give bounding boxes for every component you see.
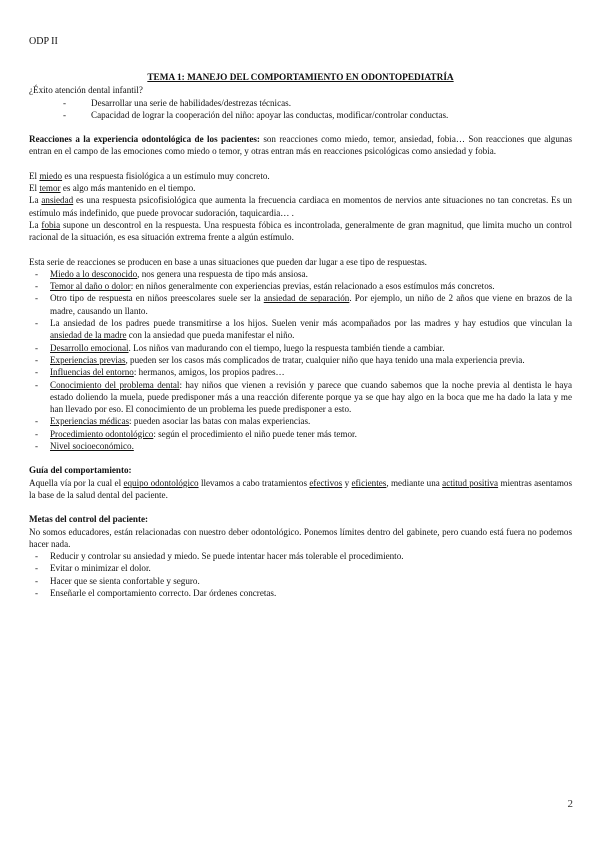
ansiedad-definition: La ansiedad es una respuesta psicofisiológica que aumenta la frecuencia cardiaca en momentos de nervios ante situaciones no tan concretas. Es un estímulo más indefinido, que puede provocar sudoración, taquicardia… . bbox=[29, 195, 572, 218]
list-item: - Hacer que se sienta confortable y seguro. bbox=[29, 575, 572, 587]
list-item: - Evitar o minimizar el dolor. bbox=[29, 562, 572, 574]
fobia-definition: La fobia supone un descontrol en la respuesta. Una respuesta fóbica es incontrolada, generalmente de gran magnitud, que limita mucho un control racional de la situación, es esa situación extrema frente a algún estímulo. bbox=[29, 219, 572, 243]
guia-heading: Guía del comportamiento: bbox=[29, 465, 132, 476]
list-item: - Procedimiento odontológico: según el procedimiento el niño puede tener más temor. bbox=[29, 428, 572, 440]
page-number: 2 bbox=[567, 798, 573, 810]
list-item: - Reducir y controlar su ansiedad y miedo. Se puede intentar hacer más tolerable el procedimiento. bbox=[29, 550, 572, 562]
list-item: - Conocimiento del problema dental: hay niños que vienen a revisión y parece que cuando sabemos que la noche previa al dentista le haya estado doliendo la muela, puede predisponer más a una reacción diferente porque ya se que hay algo en la boca que me ha dado la lata y me han llevado por eso. El conocimiento de un problema les puede predisponer a esto. bbox=[29, 379, 572, 416]
page-title: TEMA 1: MANEJO DEL COMPORTAMIENTO EN ODONTOPEDIATRÍA bbox=[147, 73, 454, 83]
list-item: - La ansiedad de los padres puede transmitirse a los hijos. Suelen venir más acompañados por las madres y hay estudios que vinculan la ansiedad de la madre con la ansiedad que pueda manifestar el niño. bbox=[29, 317, 572, 342]
metas-list bbox=[29, 550, 572, 599]
page-header: ODP II bbox=[29, 36, 58, 47]
list-item: - Experiencias previas, pueden ser los casos más complicados de tratar, cualquier niño que haya tenido una mala experiencia previa. bbox=[29, 354, 572, 366]
reacciones-paragraph: Reacciones a la experiencia odontológica de los pacientes: son reacciones como miedo, temor, ansiedad, fobia… Son reacciones que algunas entran en el campo de las emociones como miedo o temor, y otras entran más en reacciones psicológicas como ansiedad y fobia. bbox=[29, 134, 572, 157]
list-item: - Influencias del entorno: hermanos, amigos, los propios padres… bbox=[29, 366, 572, 378]
list-item: - Miedo a lo desconocido, nos genera una respuesta de tipo más ansiosa. bbox=[29, 268, 572, 280]
list-item: - Otro tipo de respuesta en niños preescolares suele ser la ansiedad de separación. Por ejemplo, un niño de 2 años que viene en brazos de la madre, causando un llanto. bbox=[29, 292, 572, 317]
serie-intro: Esta serie de reacciones se producen en base a unas situaciones que pueden dar lugar a ese tipo de respuestas. bbox=[29, 256, 427, 267]
temor-definition: El temor es algo más mantenido en el tiempo. bbox=[29, 183, 196, 194]
intro-question: ¿Éxito atención dental infantil? bbox=[29, 85, 143, 96]
term-ansiedad: ansiedad bbox=[41, 195, 74, 206]
list-item: - Temor al daño o dolor: en niños generalmente con experiencias previas, están relacionado a esos estímulos más concretos. bbox=[29, 280, 572, 292]
intro-list bbox=[29, 97, 572, 122]
metas-heading: Metas del control del paciente: bbox=[29, 514, 149, 525]
list-item: - Nivel socioeconómico. bbox=[29, 440, 572, 452]
list-item: - Capacidad de lograr la cooperación del niño: apoyar las conductas, modificar/controlar conductas. bbox=[29, 109, 572, 121]
miedo-definition: El miedo es una respuesta fisiológica a un estímulo muy concreto. bbox=[29, 170, 270, 181]
metas-paragraph: No somos educadores, están relacionadas con nuestro deber odontológico. Ponemos límites dentro del gabinete, pero cuando está fuera no podemos hacer nada. bbox=[29, 526, 572, 549]
list-item: - Desarrollo emocional. Los niños van madurando con el tiempo, luego la respuesta también tiende a cambiar. bbox=[29, 342, 572, 354]
reacciones-heading: Reacciones a la experiencia odontológica de los pacientes: bbox=[29, 134, 260, 145]
situaciones-list bbox=[29, 268, 572, 452]
guia-paragraph: Aquella vía por la cual el equipo odontológico llevamos a cabo tratamientos efectivos y eficientes, mediante una actitud positiva mientras asentamos la base de la salud dental del paciente. bbox=[29, 477, 572, 500]
document-body bbox=[29, 72, 572, 599]
term-miedo: miedo bbox=[39, 170, 63, 181]
list-item: - Enseñarle el comportamiento correcto. Dar órdenes concretas. bbox=[29, 587, 572, 599]
list-item: - Desarrollar una serie de habilidades/destrezas técnicas. bbox=[29, 97, 572, 109]
term-fobia: fobia bbox=[41, 219, 61, 230]
list-item: - Experiencias médicas: pueden asociar las batas con malas experiencias. bbox=[29, 415, 572, 427]
term-temor: temor bbox=[39, 183, 61, 194]
